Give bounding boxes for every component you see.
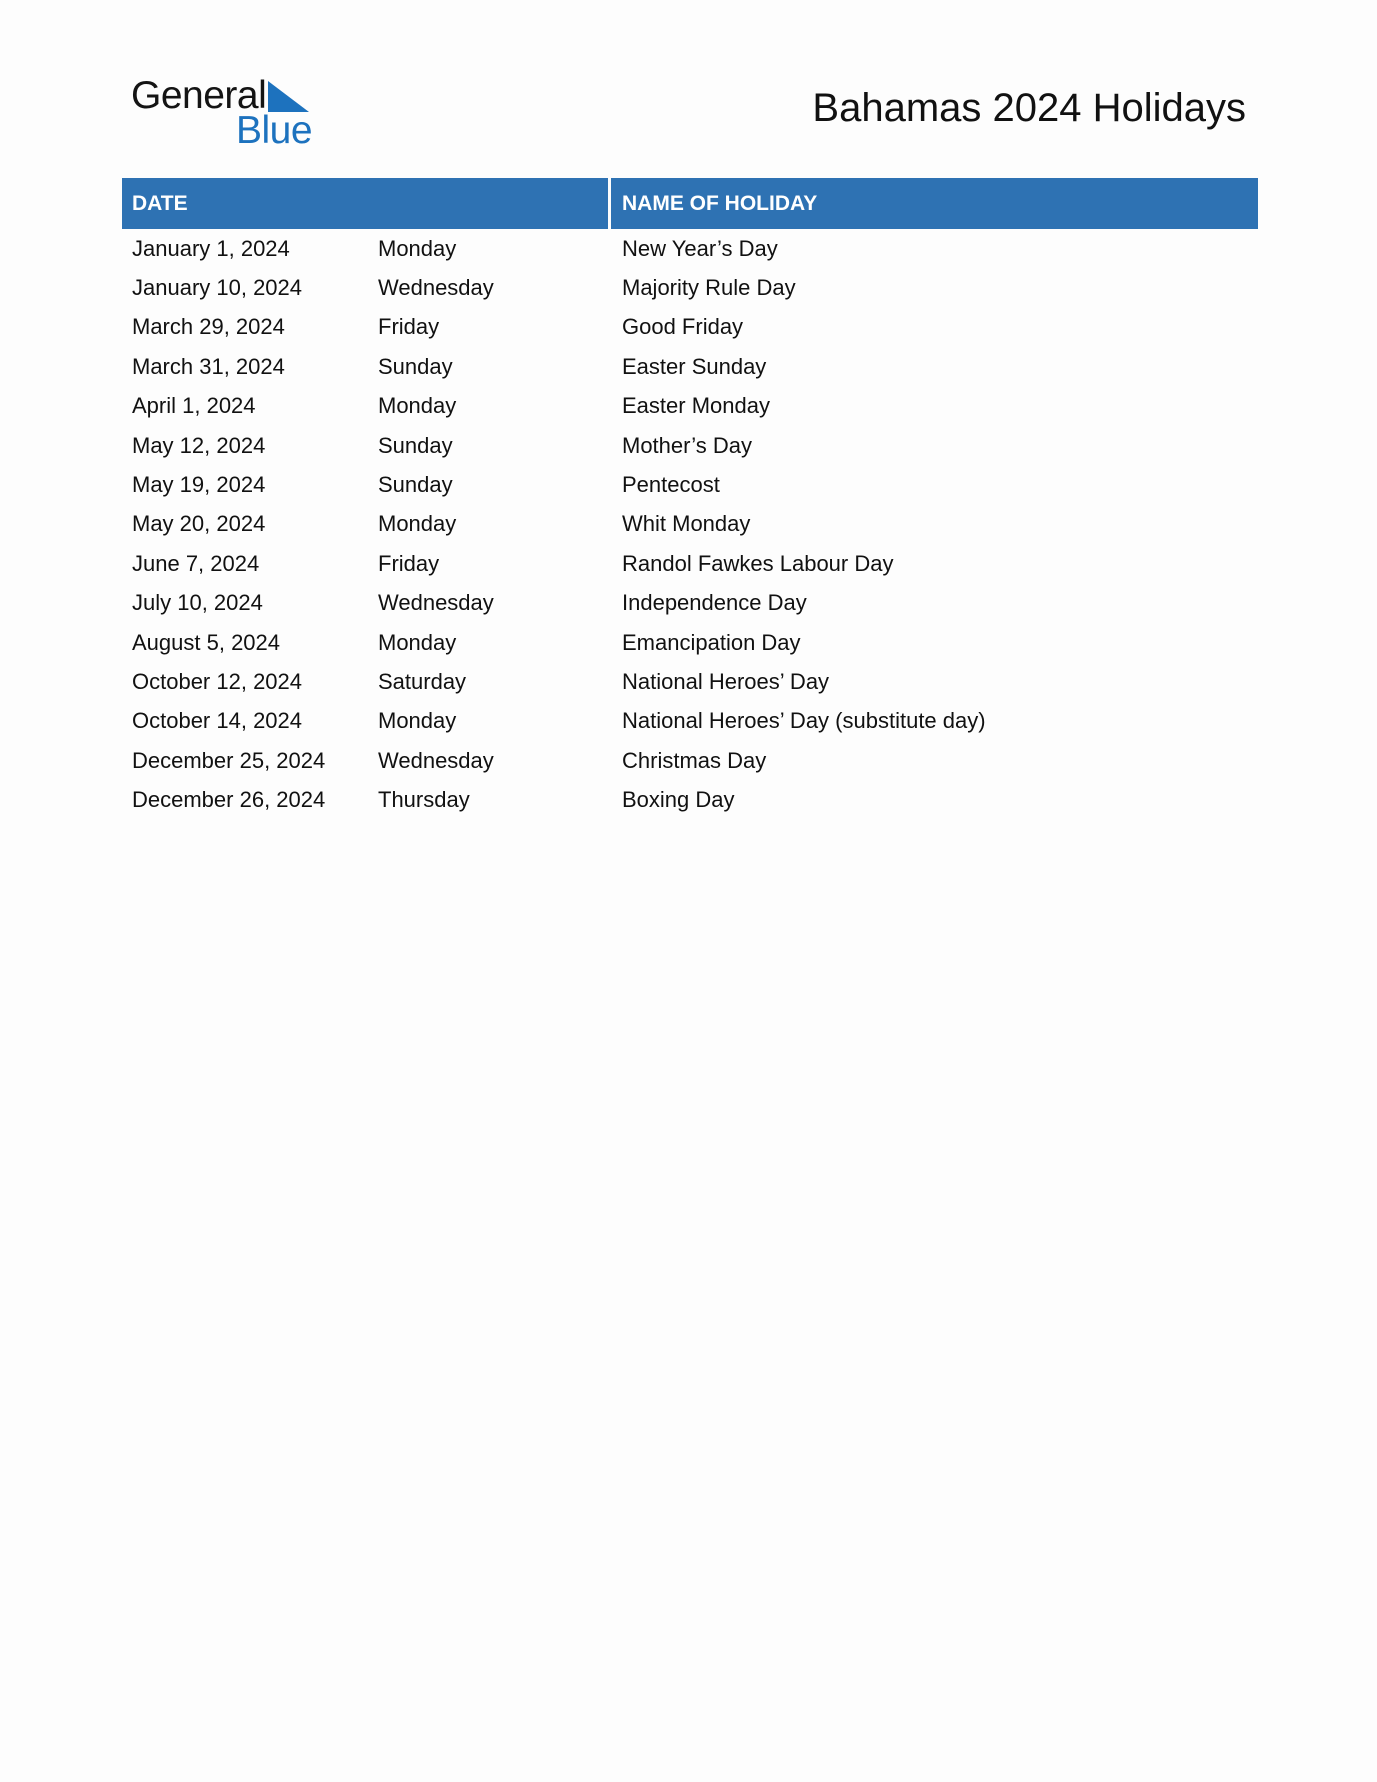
cell-holiday-name: Boxing Day xyxy=(622,787,735,813)
cell-holiday-name: Christmas Day xyxy=(622,747,767,773)
cell-holiday-name: Easter Sunday xyxy=(622,353,767,379)
logo-text-general: General xyxy=(131,74,267,117)
cell-holiday-name: Majority Rule Day xyxy=(622,275,796,301)
cell-weekday: Friday xyxy=(378,550,440,576)
logo-text-blue: Blue xyxy=(236,109,313,152)
table-row xyxy=(122,702,1258,741)
table-row xyxy=(122,584,1258,623)
table-header xyxy=(122,178,1258,229)
table-row xyxy=(122,465,1258,504)
table-row xyxy=(122,662,1258,701)
table-row xyxy=(122,268,1258,307)
cell-holiday-name: Mother’s Day xyxy=(622,432,753,458)
cell-weekday: Wednesday xyxy=(378,590,494,616)
cell-holiday-name: Whit Monday xyxy=(622,511,751,537)
table-row xyxy=(122,229,1258,268)
cell-weekday: Saturday xyxy=(378,668,467,694)
cell-holiday-name: Randol Fawkes Labour Day xyxy=(622,550,894,576)
table-row xyxy=(122,347,1258,386)
cell-date: May 20, 2024 xyxy=(132,511,266,537)
cell-weekday: Monday xyxy=(378,235,457,261)
cell-weekday: Monday xyxy=(378,393,457,419)
cell-holiday-name: Independence Day xyxy=(622,590,807,616)
cell-date: October 12, 2024 xyxy=(132,668,303,694)
table-row xyxy=(122,387,1258,426)
column-header-name: NAME OF HOLIDAY xyxy=(611,178,1258,229)
cell-holiday-name: Good Friday xyxy=(622,314,744,340)
cell-weekday: Monday xyxy=(378,708,457,734)
cell-weekday: Sunday xyxy=(378,432,453,458)
triangle-icon xyxy=(268,81,309,112)
cell-date: October 14, 2024 xyxy=(132,708,303,734)
table-row xyxy=(122,308,1258,347)
cell-date: August 5, 2024 xyxy=(132,629,281,655)
table-body xyxy=(122,229,1258,820)
table-row xyxy=(122,741,1258,780)
cell-date: December 26, 2024 xyxy=(132,787,326,813)
cell-holiday-name: New Year’s Day xyxy=(622,235,778,261)
cell-weekday: Monday xyxy=(378,511,457,537)
cell-weekday: Sunday xyxy=(378,353,453,379)
logo xyxy=(131,74,321,154)
column-header-date: DATE xyxy=(122,178,608,229)
cell-weekday: Sunday xyxy=(378,472,453,498)
cell-weekday: Thursday xyxy=(378,787,470,813)
cell-date: March 31, 2024 xyxy=(132,353,285,379)
cell-holiday-name: National Heroes’ Day (substitute day) xyxy=(622,708,986,734)
cell-holiday-name: Pentecost xyxy=(622,472,720,498)
cell-date: April 1, 2024 xyxy=(132,393,256,419)
page-title: Bahamas 2024 Holidays xyxy=(812,86,1246,130)
cell-date: May 19, 2024 xyxy=(132,472,266,498)
cell-date: March 29, 2024 xyxy=(132,314,285,340)
table-row xyxy=(122,544,1258,583)
cell-date: January 10, 2024 xyxy=(132,275,303,301)
holiday-table xyxy=(122,178,1258,820)
cell-date: July 10, 2024 xyxy=(132,590,263,616)
cell-holiday-name: Emancipation Day xyxy=(622,629,801,655)
cell-weekday: Wednesday xyxy=(378,747,494,773)
table-row xyxy=(122,505,1258,544)
table-row xyxy=(122,780,1258,819)
cell-date: January 1, 2024 xyxy=(132,235,290,261)
table-row xyxy=(122,623,1258,662)
cell-weekday: Monday xyxy=(378,629,457,655)
cell-date: June 7, 2024 xyxy=(132,550,260,576)
table-row xyxy=(122,426,1258,465)
cell-holiday-name: National Heroes’ Day xyxy=(622,668,830,694)
cell-weekday: Wednesday xyxy=(378,275,494,301)
cell-holiday-name: Easter Monday xyxy=(622,393,770,419)
cell-date: December 25, 2024 xyxy=(132,747,326,773)
cell-date: May 12, 2024 xyxy=(132,432,266,458)
cell-weekday: Friday xyxy=(378,314,440,340)
